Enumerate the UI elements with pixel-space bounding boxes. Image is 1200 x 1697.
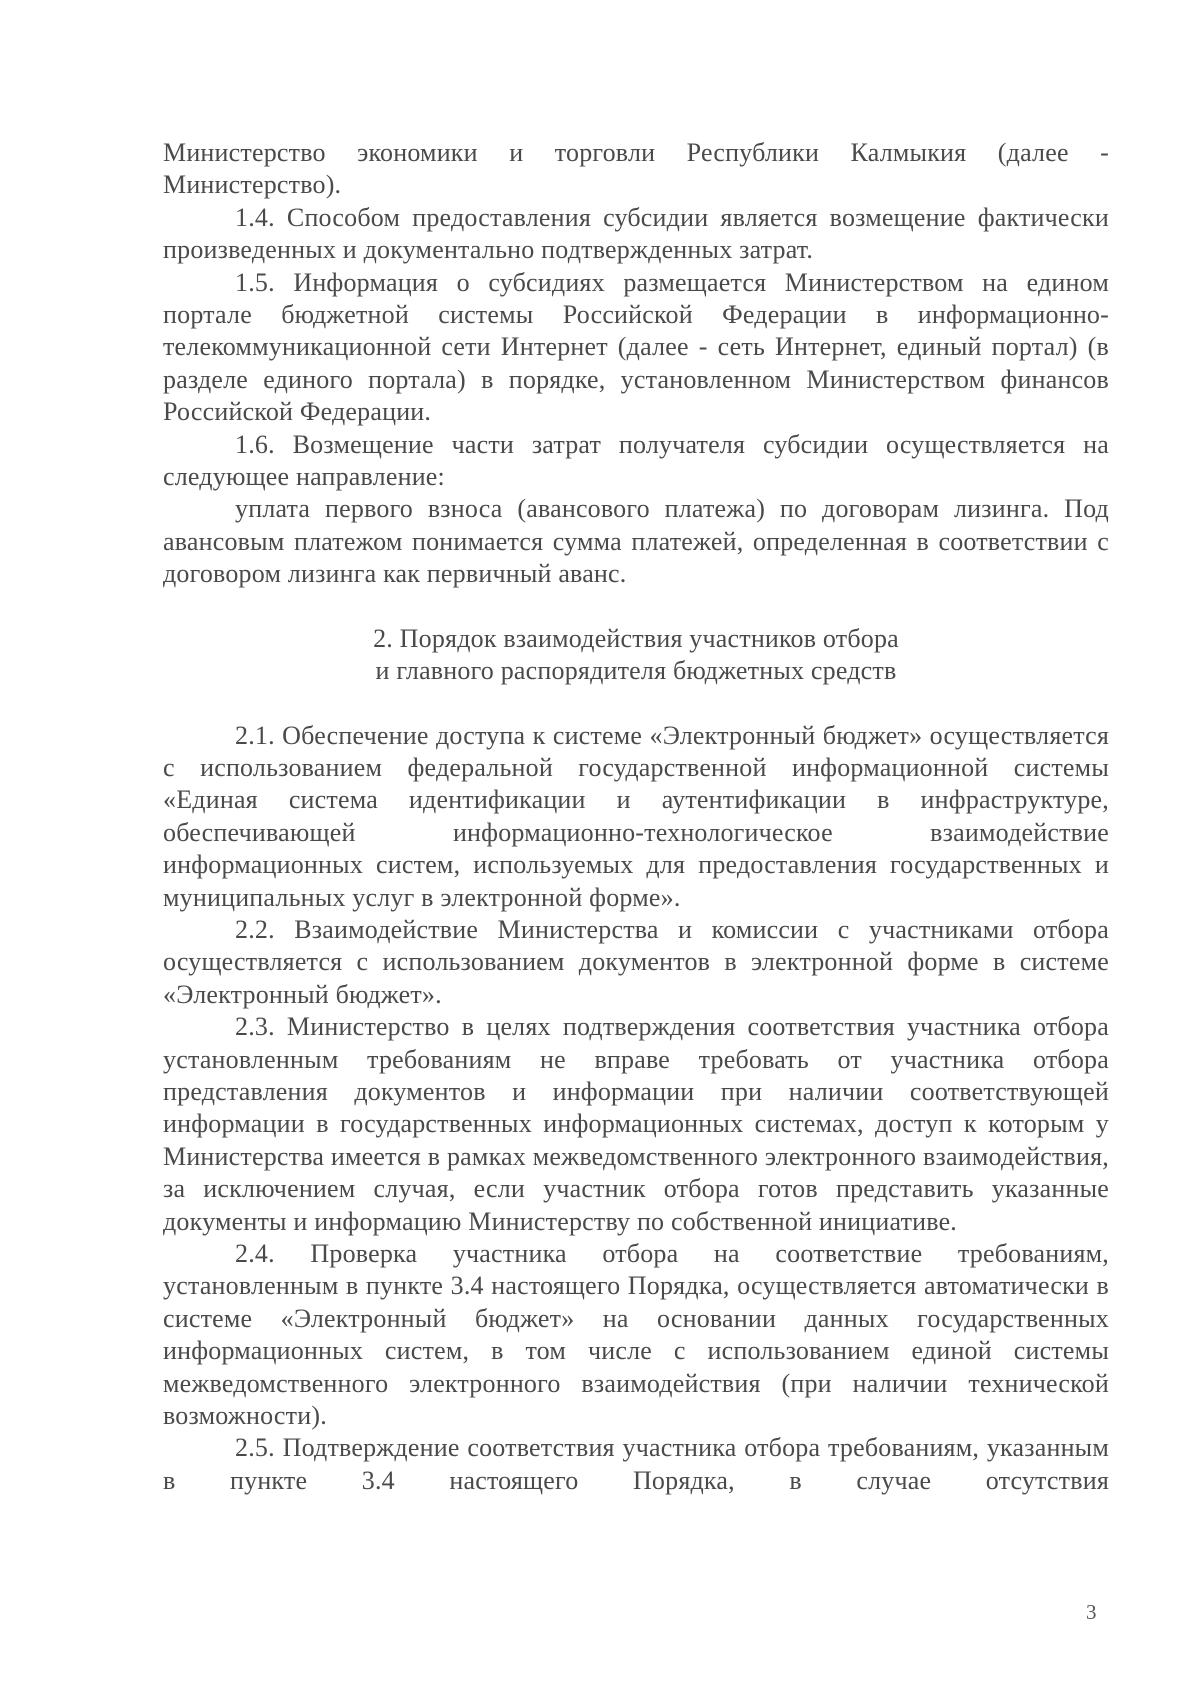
page-number: 3 — [1086, 1600, 1097, 1624]
section-heading-line-1: 2. Порядок взаимодействия участников отбора — [373, 623, 899, 653]
document-page — [163, 137, 1109, 1497]
section-spacer-top — [163, 591, 1109, 623]
paragraph-2-4: 2.4. Проверка участника отбора на соответствие требованиям, установленным в пункте 3.4 настоящего Порядка, осуществляется автоматически в системе «Электронный бюджет» на основании данных государственных информационных систем, в том числе с использованием единой системы межведомственного электронного взаимодействия (при наличии технической возможности). — [163, 1239, 1109, 1431]
paragraph-2-2: 2.2. Взаимодействие Министерства и комиссии с участниками отбора осуществляется с использованием документов в электронной форме в системе «Электронный бюджет». — [163, 914, 1109, 1009]
paragraph-2-3: 2.3. Министерство в целях подтверждения соответствия участника отбора установленным требованиям не вправе требовать от участника отбора представления документов и информации при наличии соответствующей информации в государственных информационных системах, доступ к которым у Министерства имеется в рамках межведомственного электронного взаимодействия, за исключением случая, если участник отбора готов представить указанные документы и информацию Министерству по собственной инициативе. — [163, 1012, 1109, 1236]
paragraph-1-5: 1.5. Информация о субсидиях размещается Министерством на едином портале бюджетной системы Российской Федерации в информационно-телекоммуникационной сети Интернет (далее - сеть Интернет, единый портал) (в разделе единого портала) в порядке, установленном Министерством финансов Российской Федерации. — [163, 267, 1109, 427]
section-heading-line-2: и главного распорядителя бюджетных средств — [375, 656, 897, 686]
paragraph-intro-tail: Министерство экономики и торговли Республики Калмыкия (далее - Министерство). — [163, 138, 1109, 200]
paragraph-1-6-item: уплата первого взноса (авансового платежа) по договорам лизинга. Под авансовым платежом понимается сумма платежей, определенная в соответствии с договором лизинга как первичный аванс. — [163, 494, 1109, 589]
paragraph-2-1: 2.1. Обеспечение доступа к системе «Электронный бюджет» осуществляется с использованием федеральной государственной информационной системы «Единая система идентификации и аутентификации в инфраструктуре, обеспечивающей информационно-технологическое взаимодействие информационных систем, используемых для предоставления государственных и муниципальных услуг в электронной форме». — [163, 720, 1109, 912]
paragraph-2-5: 2.5. Подтверждение соответствия участника отбора требованиям, указанным в пункте 3.4 настоящего Порядка, в случае отсутствия — [163, 1433, 1109, 1495]
paragraph-1-4: 1.4. Способом предоставления субсидии является возмещение фактически произведенных и документально подтвержденных затрат. — [163, 202, 1109, 265]
paragraph-1-6: 1.6. Возмещение части затрат получателя субсидии осуществляется на следующее направление: — [163, 429, 1109, 492]
section-spacer-bottom — [163, 688, 1109, 720]
section-heading — [163, 623, 1109, 688]
